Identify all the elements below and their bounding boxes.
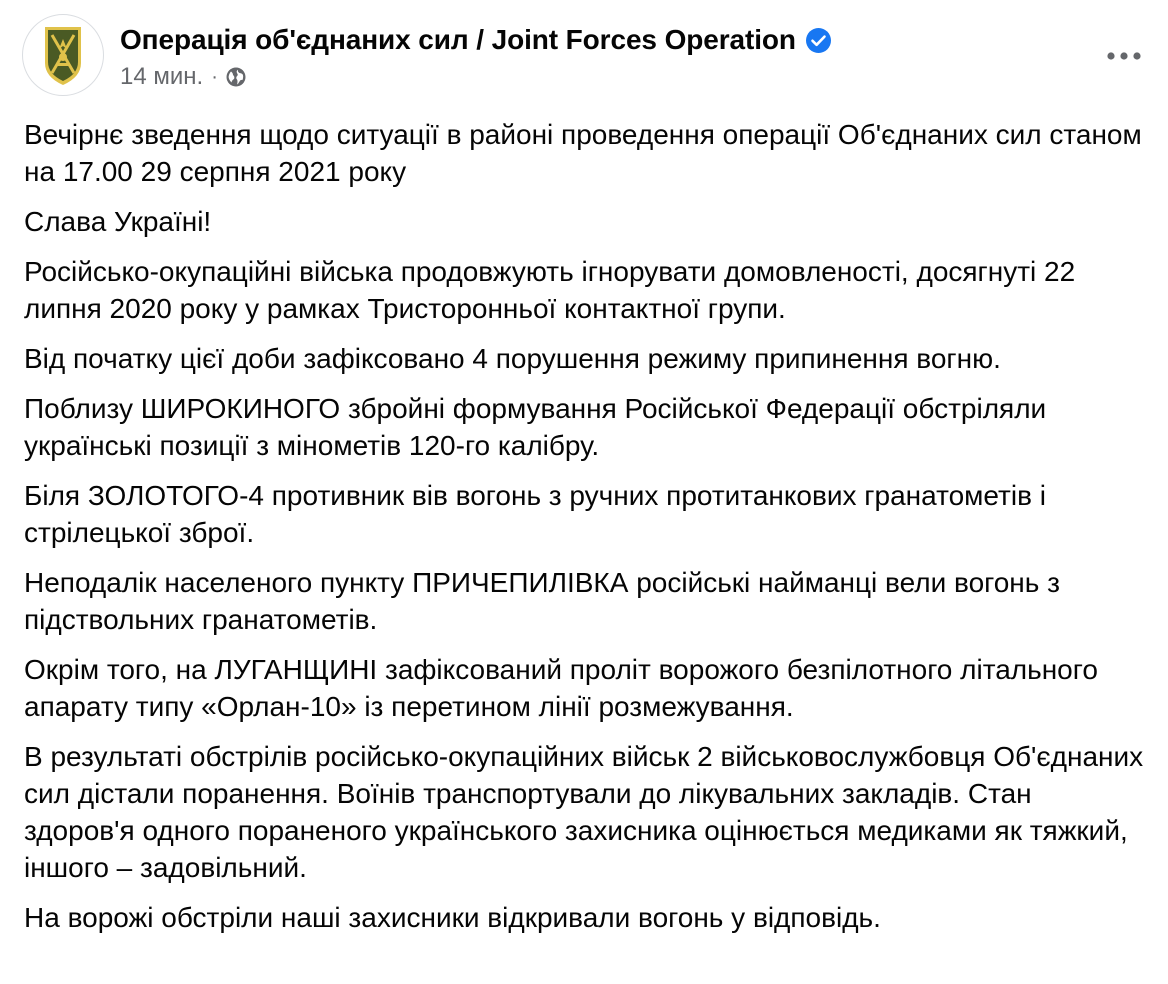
post-paragraph: На ворожі обстріли наші захисники відкривали вогонь у відповідь. [24, 902, 881, 933]
post-paragraph: Неподалік населеного пункту ПРИЧЕПИЛІВКА російські найманці вели вогонь з підствольних гранатометів. [24, 567, 1060, 635]
post-text [24, 116, 1144, 949]
post-paragraph: Окрім того, на ЛУГАНЩИНІ зафіксований проліт ворожого безпілотного літального апарату типу «Орлан-10» із перетином лінії розмежування. [24, 654, 1098, 722]
more-horizontal-icon [1106, 51, 1142, 61]
post-paragraph: В результаті обстрілів російсько-окупаційних військ 2 військовослужбовця Об'єднаних сил дістали поранення. Воїнів транспортували до лікувальних закладів. Стан здоров'я одного пораненого українського захисника оцінюється медиками як тяжкий, іншого – задовільний. [24, 741, 1144, 883]
more-options-button[interactable] [1102, 36, 1146, 76]
joint-forces-emblem-icon [23, 15, 103, 95]
meta-separator: · [211, 65, 218, 88]
post-paragraph: Від початку цієї доби зафіксовано 4 порушення режиму припинення вогню. [24, 343, 1001, 374]
globe-icon[interactable] [225, 66, 247, 88]
post-paragraph: Вечірнє зведення щодо ситуації в районі проведення операції Об'єднаних сил станом на 17.00 29 серпня 2021 року [24, 119, 1142, 187]
post-paragraph: Російсько-окупаційні війська продовжують ігнорувати домовленості, досягнуті 22 липня 2020 року у рамках Тристоронньої контактної групи. [24, 256, 1076, 324]
post-paragraph: Поблизу ШИРОКИНОГО збройні формування Російської Федерації обстріляли українські позиції з мінометів 120-го калібру. [24, 393, 1047, 461]
post-paragraph: Біля ЗОЛОТОГО-4 противник вів вогонь з ручних протитанкових гранатометів і стрілецької зброї. [24, 480, 1046, 548]
post-header [22, 14, 1146, 104]
page-name-row [120, 23, 832, 57]
post-meta [120, 62, 247, 92]
post-timestamp[interactable]: 14 мин. [120, 63, 204, 90]
page-name-link[interactable]: Операція об'єднаних сил / Joint Forces Operation [120, 24, 796, 55]
page-avatar[interactable] [22, 14, 104, 96]
verified-badge-icon [805, 27, 832, 54]
post-paragraph: Слава Україні! [24, 206, 212, 237]
